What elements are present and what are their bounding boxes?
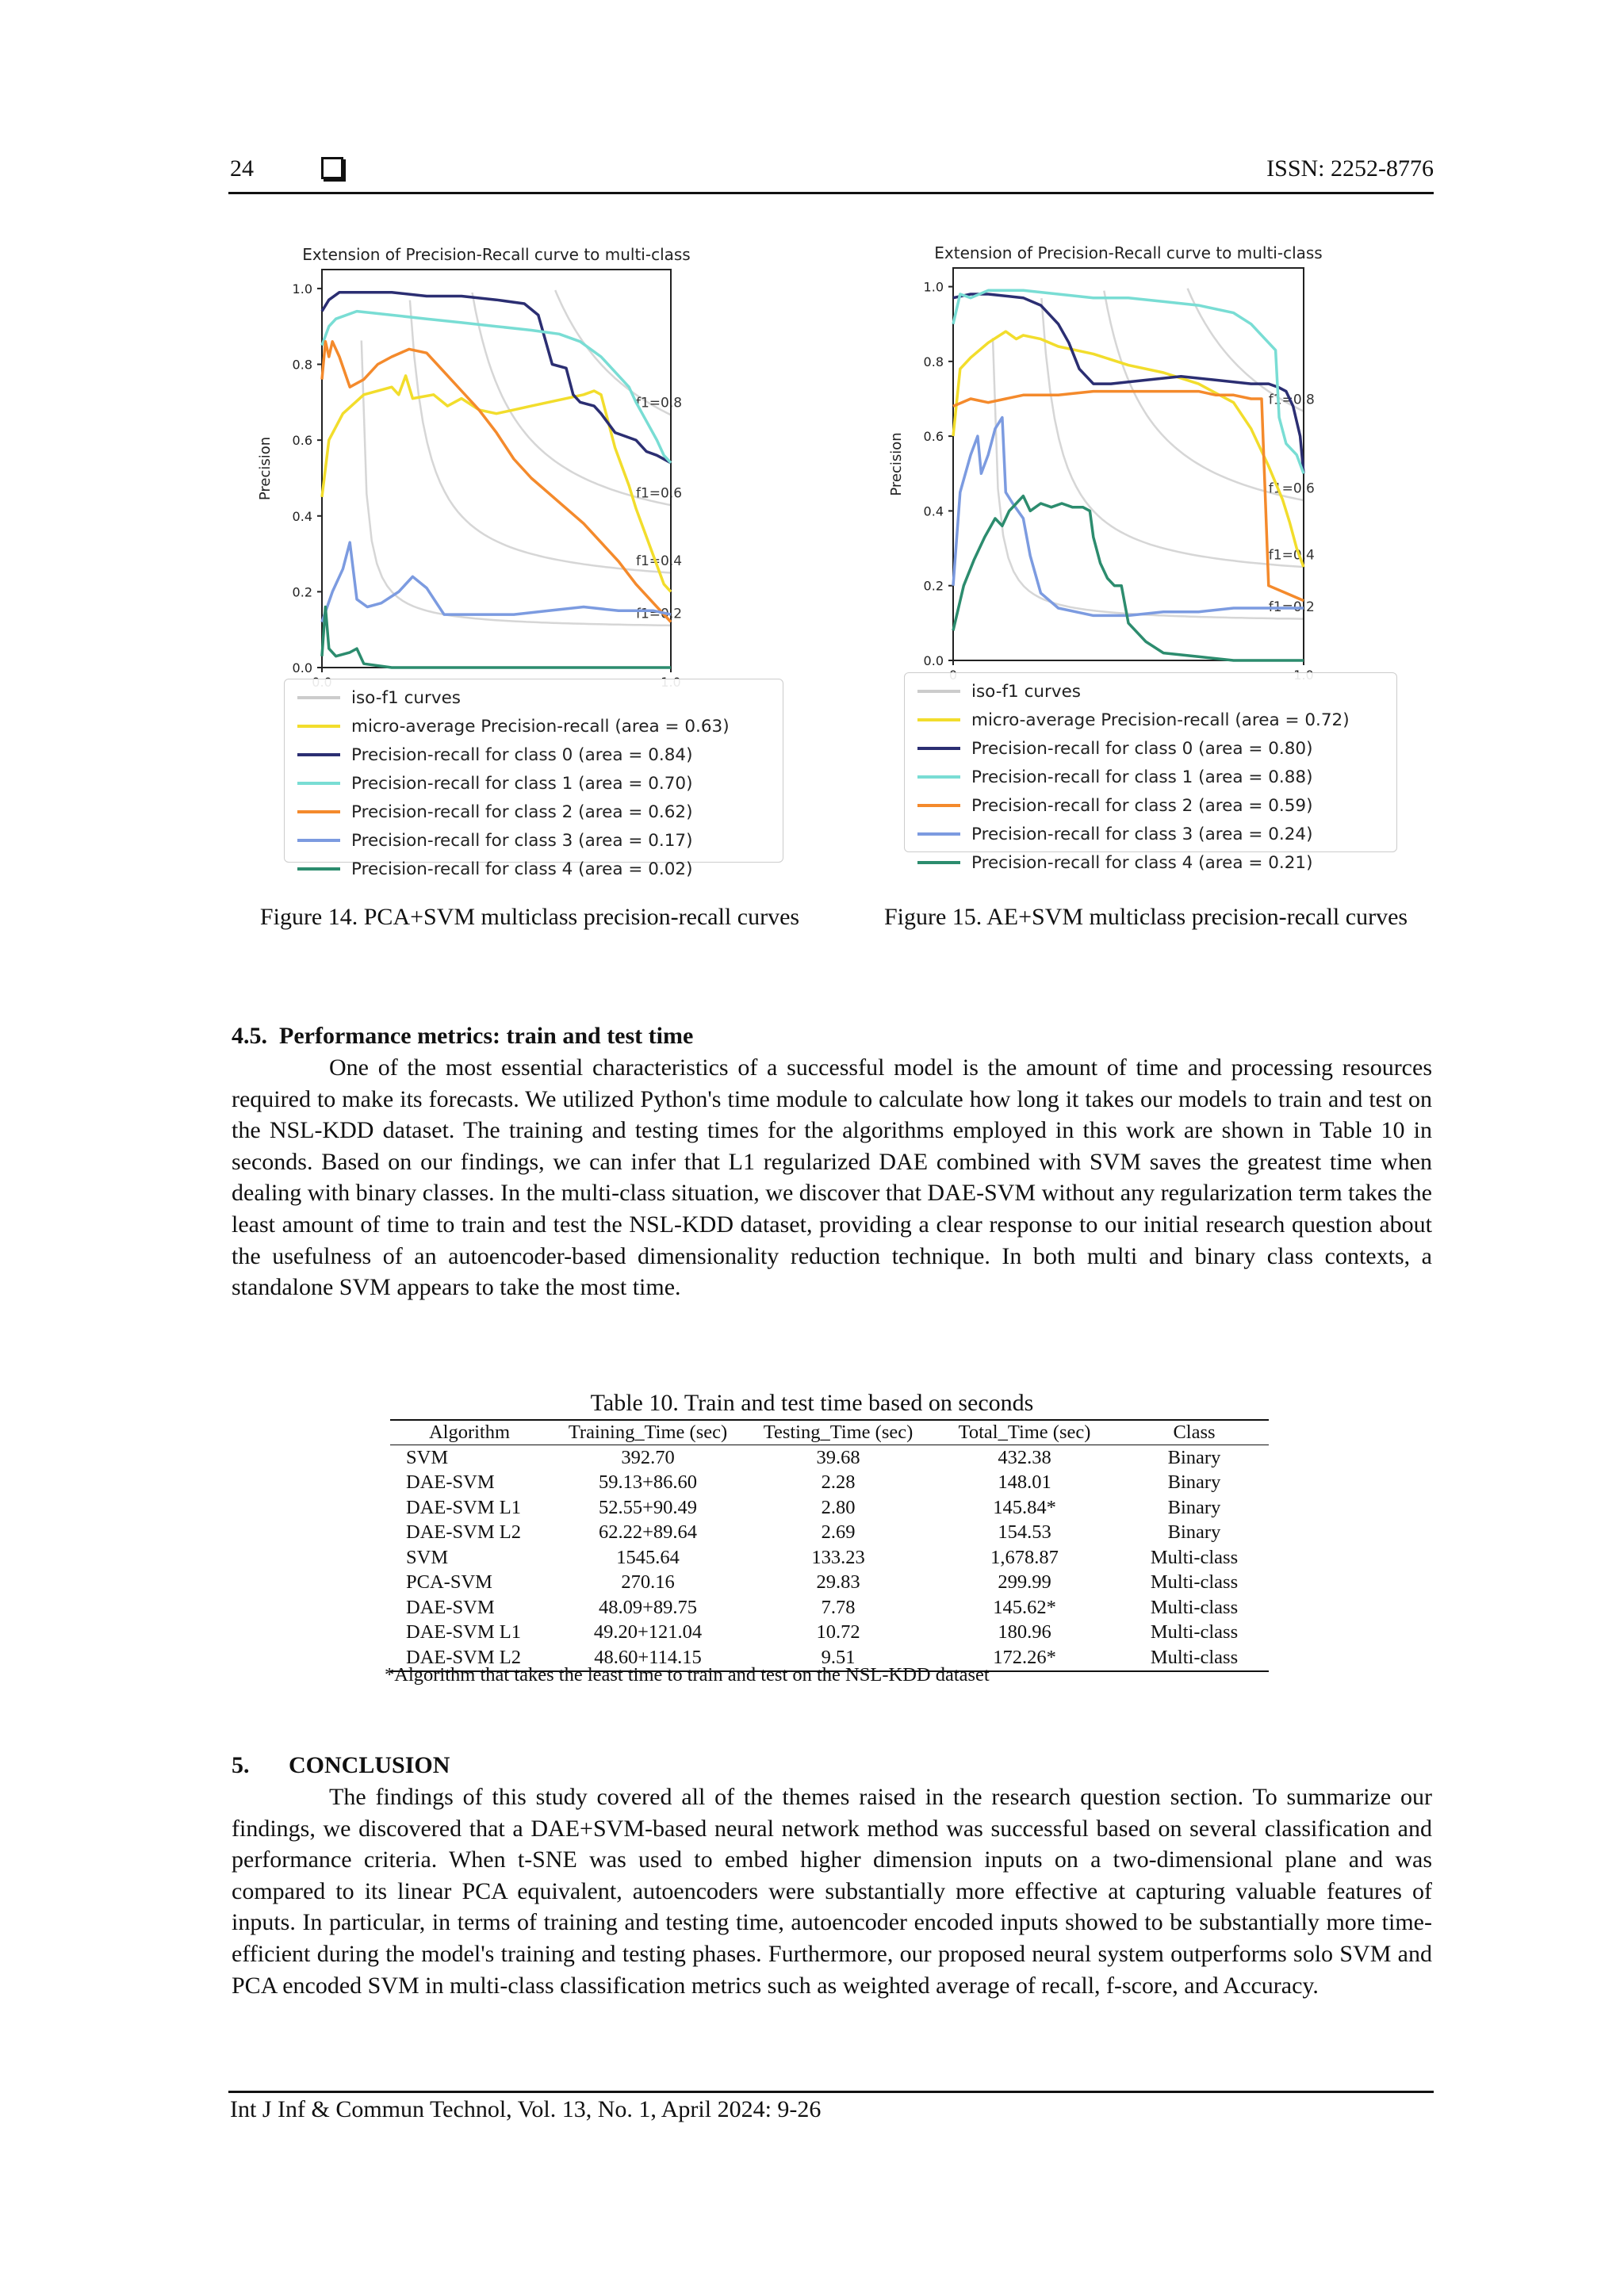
cell-total-time: 1,678.87 [990,1546,1059,1568]
figure-15 [848,220,1451,871]
legend-item [917,737,1312,760]
iso-f1-label: f1=0.6 [636,485,683,502]
cell-class: Binary [1167,1446,1221,1468]
table-row [390,1595,1269,1621]
section-4-5-body [232,1052,1432,1303]
y-tick-label: 1.0 [923,279,944,295]
iso-f1-label: f1=0.4 [1268,547,1315,564]
legend-swatch [917,861,960,864]
journal-issn: ISSN: 2252-8776 [1266,155,1434,182]
cell-algorithm: DAE-SVM L2 [406,1521,521,1544]
table-row [390,1521,1269,1546]
iso-f1-label: f1=0.2 [636,606,683,622]
y-tick-label: 0.0 [923,653,944,668]
header-rule [228,192,1434,194]
table-10 [390,1419,1269,1672]
cell-testing-time: 2.80 [821,1496,856,1518]
legend-swatch [917,718,960,721]
legend-swatch [297,725,340,728]
y-axis-label: Precision [888,432,905,496]
y-tick-label: 0.0 [292,660,312,675]
cell-algorithm: DAE-SVM L1 [406,1496,521,1518]
cell-algorithm: SVM [406,1446,449,1468]
legend-item [297,743,692,767]
legend-swatch [917,775,960,779]
cell-testing-time: 2.28 [821,1471,856,1494]
cell-class: Binary [1167,1471,1221,1494]
legend-item [297,771,692,795]
legend-item [917,851,1312,874]
cell-class: Multi-class [1150,1621,1239,1644]
col-header-algorithm: Algorithm [390,1420,549,1445]
table-header-row [390,1420,1269,1445]
cell-class: Multi-class [1150,1546,1239,1568]
table-row [390,1471,1269,1496]
cell-training-time: 59.13+86.60 [598,1471,698,1494]
figure-14-caption: Figure 14. PCA+SVM multiclass precision-recall curves [259,904,800,930]
cell-training-time: 1545.64 [616,1546,680,1568]
legend-label: Precision-recall for class 0 (area = 0.80) [971,738,1313,759]
series-line-4 [953,392,1304,601]
figure-15-legend [904,672,1397,873]
table-10-footnote: *Algorithm that takes the least time to train and test on the NSL-KDD dataset [385,1664,990,1686]
table-row [390,1445,1269,1471]
legend-label: Precision-recall for class 2 (area = 0.59) [971,795,1313,816]
cell-total-time: 432.38 [998,1446,1051,1468]
table-row [390,1495,1269,1521]
legend-label: Precision-recall for class 1 (area = 0.88) [971,767,1313,787]
legend-label: Precision-recall for class 3 (area = 0.24) [971,824,1313,844]
cell-algorithm: DAE-SVM L2 [390,1645,549,1671]
legend-item [297,686,461,710]
series-line-6 [953,496,1304,660]
legend-swatch [297,782,340,785]
legend-item [917,822,1312,846]
cell-class: Multi-class [1150,1596,1239,1618]
legend-swatch [917,747,960,750]
page-number: 24 [230,155,254,182]
legend-label: Precision-recall for class 0 (area = 0.84) [351,744,693,765]
col-header-total-time: Total_Time (sec) [929,1420,1120,1445]
section-5-heading: CONCLUSION [289,1752,450,1778]
legend-label: iso-f1 curves [971,681,1082,702]
section-5-paragraph: The findings of this study covered all of the themes raised in the research question section. To summarize our findings, we discovered that a DAE+SVM-based neural network method was successful based on several classification and performance criteria. When t-SNE was used to embed higher dimension inputs on a two-dimensional plane and was compared to its linear PCA equivalent, autoencoders were substantially more effective at capturing valuable features of inputs. In particular, in terms of training and testing time, autoencoder encoded inputs showed to be substantially more time-efficient during the model's training and testing phases. Furthermore, our proposed neural system outperforms solo SVM and PCA encoded SVM in multi-class classification metrics such as weighted average of recall, f-score, and Accuracy. [232,1784,1432,1999]
chart-title: Extension of Precision-Recall curve to multi-class [934,243,1323,262]
col-header-training-time: Training_Time (sec) [549,1420,747,1445]
legend-item [297,714,730,738]
cell-class: Binary [1167,1521,1221,1544]
iso-f1-label: f1=0.6 [1268,480,1315,497]
legend-item [917,679,1081,703]
legend-label: Precision-recall for class 3 (area = 0.17) [351,830,693,851]
legend-label: Precision-recall for class 2 (area = 0.62) [351,802,693,822]
iso-f1-label: f1=0.8 [1268,392,1315,408]
cell-class: Binary [1167,1496,1221,1518]
iso-f1-label: f1=0.8 [636,395,683,411]
cell-testing-time: 39.68 [816,1446,860,1468]
table-row [390,1571,1269,1596]
legend-item [917,708,1350,732]
cell-training-time: 49.20+121.04 [593,1621,703,1644]
cell-training-time: 48.09+89.75 [598,1596,698,1618]
y-tick-label: 0.2 [292,584,312,600]
figure-15-caption: Figure 15. AE+SVM multiclass precision-recall curves [883,904,1408,930]
legend-label: micro-average Precision-recall (area = 0.63) [351,716,730,737]
cell-total-time: 299.99 [998,1571,1051,1594]
figure-14 [228,220,831,879]
cell-algorithm: DAE-SVM [406,1596,495,1618]
legend-label: Precision-recall for class 4 (area = 0.21) [971,852,1313,873]
legend-swatch [297,753,340,756]
col-header-class: Class [1120,1420,1269,1445]
iso-f1-curve [410,300,671,573]
iso-f1-label: f1=0.4 [636,553,683,569]
cell-testing-time: 7.78 [821,1596,856,1618]
cell-total-time: 172.26* [929,1645,1120,1671]
chart-title: Extension of Precision-Recall curve to multi-class [302,245,691,264]
cell-total-time: 180.96 [998,1621,1051,1644]
series-line-3 [322,312,671,463]
cell-training-time: 48.60+114.15 [549,1645,747,1671]
cell-training-time: 270.16 [621,1571,675,1594]
y-tick-label: 0.4 [923,503,944,519]
cell-algorithm: PCA-SVM [406,1571,492,1594]
figure-14-legend [284,679,783,879]
cell-training-time: 52.55+90.49 [598,1496,698,1518]
cell-class: Multi-class [1150,1571,1239,1594]
cell-testing-time: 29.83 [816,1571,860,1594]
legend-item [297,857,692,881]
section-5-number: 5. [232,1752,250,1778]
footer-citation: Int J Inf & Commun Technol, Vol. 13, No. 1, April 2024: 9-26 [230,2096,822,2122]
cell-testing-time: 10.72 [816,1621,860,1644]
cell-total-time: 145.62* [993,1596,1056,1618]
cell-testing-time: 133.23 [811,1546,865,1568]
cell-algorithm: DAE-SVM L1 [406,1621,521,1644]
legend-label: iso-f1 curves [351,687,462,708]
y-tick-label: 1.0 [292,281,312,297]
legend-swatch [297,810,340,813]
legend-swatch [917,832,960,836]
section-4-5-heading: 4.5. Performance metrics: train and test time [232,1023,694,1049]
col-header-testing-time: Testing_Time (sec) [747,1420,929,1445]
footer-rule [228,2091,1434,2093]
legend-label: Precision-recall for class 1 (area = 0.70) [351,773,693,794]
cell-training-time: 62.22+89.64 [598,1521,698,1544]
legend-swatch [297,696,340,699]
iso-f1-label: f1=0.2 [1268,599,1315,616]
legend-swatch [297,867,340,871]
cell-algorithm: DAE-SVM [406,1471,495,1494]
legend-swatch [917,804,960,807]
cell-testing-time: 2.69 [821,1521,856,1544]
legend-item [297,828,692,852]
section-5-body [232,1781,1432,2001]
cell-total-time: 145.84* [993,1496,1056,1518]
table-row [390,1621,1269,1646]
cell-training-time: 392.70 [621,1446,675,1468]
legend-label: micro-average Precision-recall (area = 0.72) [971,710,1350,730]
legend-swatch [917,690,960,693]
y-axis-label: Precision [257,436,274,501]
table-10-caption: Table 10. Train and test time based on seconds [590,1390,1034,1416]
cell-algorithm: SVM [406,1546,449,1568]
cell-testing-time: 9.51 [747,1645,929,1671]
table-row [390,1545,1269,1571]
series-line-6 [322,607,671,668]
y-tick-label: 0.8 [292,357,312,373]
plot-frame [322,270,671,668]
legend-item [917,765,1312,789]
y-tick-label: 0.8 [923,354,944,369]
y-tick-label: 0.6 [923,429,944,445]
y-tick-label: 0.4 [292,508,312,524]
cell-total-time: 148.01 [998,1471,1051,1494]
y-tick-label: 0.2 [923,578,944,594]
legend-item [297,800,692,824]
cell-total-time: 154.53 [998,1521,1051,1544]
series-line-1 [953,331,1304,567]
section-4-5-paragraph: One of the most essential characteristics of a successful model is the amount of time and processing resources required to make its forecasts. We utilized Python's time module to calculate how long it takes our models to train and test on the NSL-KDD dataset. The training and testing times for the algorithms employed in this work are shown in Table 10 in seconds. Based on our findings, we can infer that L1 regularized DAE combined with SVM saves the greatest time when dealing with binary classes. In the multi-class situation, we discover that DAE-SVM without any regularization term takes the least amount of time to train and test the NSL-KDD dataset, providing a clear response to our initial research question about the usefulness of an autoencoder-based dimensionality reduction technique. In both multi and binary class contexts, a standalone SVM appears to take the most time. [232,1054,1432,1301]
header-box-icon [321,157,343,179]
series-line-2 [953,294,1304,473]
legend-item [917,794,1312,817]
legend-label: Precision-recall for class 4 (area = 0.02) [351,859,693,879]
cell-class: Multi-class [1120,1645,1269,1671]
y-tick-label: 0.6 [292,433,312,449]
legend-swatch [297,839,340,842]
